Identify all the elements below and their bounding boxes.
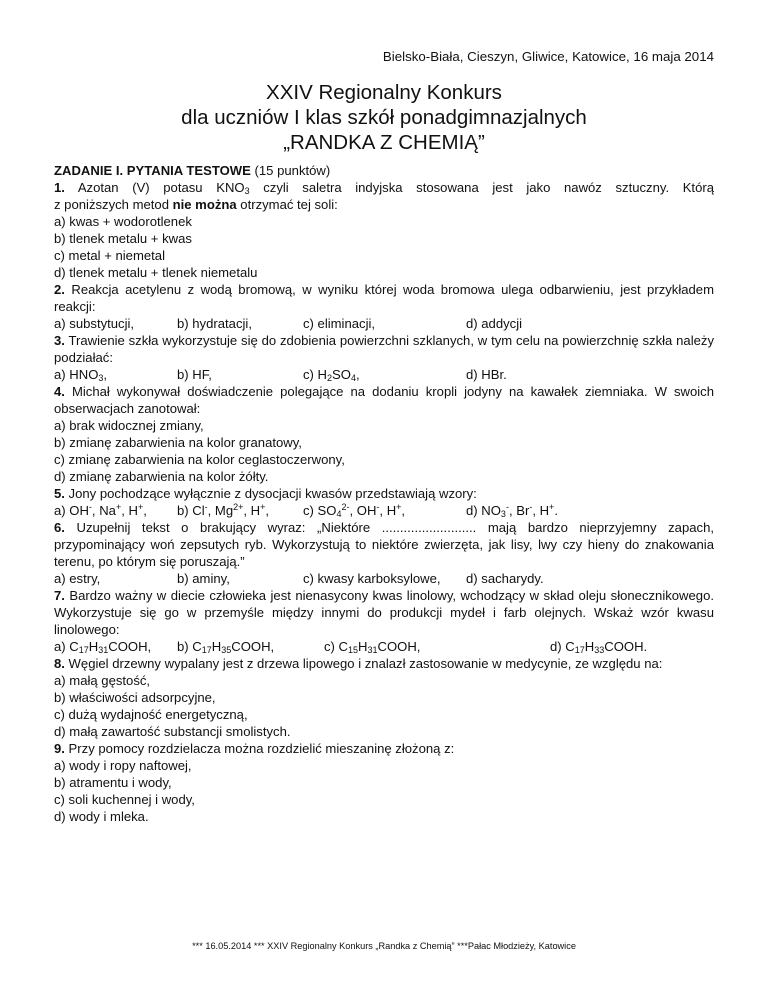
- answer-3c: c) $H_2SO_4$,: [303, 367, 360, 383]
- answer-2c: c) eliminacji,: [303, 316, 376, 331]
- answer-8d: d) małą zawartość substancji smolistych.: [54, 724, 291, 739]
- answer-7a: a) $C_{17}H_{31}COOH$,: [54, 639, 152, 655]
- answer-2b: b) hydratacji,: [177, 316, 252, 331]
- answers-2: [54, 315, 714, 332]
- answer-6d: d) sacharydy.: [466, 571, 544, 586]
- answer-1b: b) tlenek metalu + kwas: [54, 231, 192, 246]
- answer-2d: d) addycji: [466, 316, 523, 331]
- answer-8a: a) małą gęstość,: [54, 673, 151, 688]
- answer-1d: d) tlenek metalu + tlenek niemetalu: [54, 265, 258, 280]
- question-6: 6. Uzupełnij tekst o brakujący wyraz: „Niektóre .......................... mają bardzo nieprzyjemny zapach, przypominający woń zepsutych ryb. Wykorzystują to niektóre zwierzęta, jak lisy, lwy czy hieny do znakowania terenu, po którym się poruszają.”: [54, 520, 714, 569]
- question-3: 3. Trawienie szkła wykorzystuje się do zdobienia powierzchni szklanych, w tym celu na powierzchnię szkła należy podziałać:: [54, 333, 714, 365]
- question-9: 9. Przy pomocy rozdzielacza można rozdzielić mieszaninę złożoną z:: [54, 741, 455, 756]
- answer-6a: a) estry,: [54, 571, 101, 586]
- question-1-cont: z poniższych metod nie można otrzymać tej soli:: [54, 197, 338, 212]
- answers-3: [54, 366, 714, 383]
- answer-5c: c) $SO_4^{2-}$, OH-, H+,: [303, 502, 406, 519]
- answer-9b: b) atramentu i wody,: [54, 775, 172, 790]
- answer-6c: c) kwasy karboksylowe,: [303, 571, 441, 586]
- answers-6: [54, 570, 714, 587]
- page-footer: *** 16.05.2014 *** XXIV Regionalny Konkurs „Randka z Chemią” ***Pałac Młodzieży, Katowice: [192, 941, 576, 951]
- answer-3d: d) HBr.: [466, 367, 507, 382]
- place-date: Bielsko-Biała, Cieszyn, Gliwice, Katowice, 16 maja 2014: [382, 49, 714, 64]
- answer-5a: a) OH-, Na+, H+,: [54, 502, 147, 518]
- question-list: [54, 162, 714, 825]
- answer-9a: a) wody i ropy naftowej,: [54, 758, 192, 773]
- answers-5: [54, 502, 714, 519]
- answer-7d: d) $C_{17}H_{33}COOH$.: [550, 639, 648, 655]
- answer-4c: c) zmianę zabarwienia na kolor ceglastoczerwony,: [54, 452, 345, 467]
- question-2: 2. Reakcja acetylenu z wodą bromową, w wyniku której woda bromowa ulega odbarwieniu, jest przykładem reakcji:: [54, 282, 714, 314]
- question-1: 1. Azotan (V) potasu $KNO_3$ czyli saletra indyjska stosowana jest jako nawóz sztuczny. Którą: [54, 180, 714, 196]
- answer-5b: b) Cl-, $Mg^{2+}$, H+,: [177, 502, 270, 518]
- answer-9c: c) soli kuchennej i wody,: [54, 792, 195, 807]
- answer-7b: b) $C_{17}H_{35}COOH$,: [177, 639, 275, 655]
- answer-1a: a) kwas + wodorotlenek: [54, 214, 192, 229]
- answer-2a: a) substytucji,: [54, 316, 135, 331]
- answer-4b: b) zmianę zabarwienia na kolor granatowy,: [54, 435, 302, 450]
- question-7: 7. Bardzo ważny w diecie człowieka jest nienasycony kwas linolowy, wchodzący w skład oleju słonecznikowego. Wykorzystuje się go w przemyśle między innymi do produkcji mydeł i farb olejnych. Wskaż wzór kwasu linolowego:: [54, 588, 714, 637]
- answer-8c: c) dużą wydajność energetyczną,: [54, 707, 248, 722]
- answers-7: [54, 638, 714, 655]
- answer-5d: d) $NO_3^-$, Br-, H+.: [466, 502, 558, 519]
- title-line-1: XXIV Regionalny Konkurs: [266, 81, 502, 104]
- answer-3b: b) HF,: [177, 367, 212, 382]
- title-line-3: „RANDKA Z CHEMIĄ”: [283, 131, 485, 154]
- question-4: 4. Michał wykonywał doświadczenie polegające na dodaniu kropli jodyny na kawałek ziemniaka. W swoich obserwacjach zanotował:: [54, 384, 714, 416]
- answer-1c: c) metal + niemetal: [54, 248, 165, 263]
- answer-3a: a) $HNO_3$,: [54, 367, 108, 383]
- answer-4d: d) zmianę zabarwienia na kolor żółty.: [54, 469, 269, 484]
- answer-8b: b) właściwości adsorpcyjne,: [54, 690, 216, 705]
- title-line-2: dla uczniów I klas szkół ponadgimnazjalnych: [181, 106, 587, 129]
- question-5: 5. Jony pochodzące wyłącznie z dysocjacji kwasów przedstawiają wzory:: [54, 486, 477, 501]
- answer-6b: b) aminy,: [177, 571, 230, 586]
- answer-7c: c) $C_{15}H_{31}COOH$,: [324, 639, 421, 655]
- question-8: 8. Węgiel drzewny wypalany jest z drzewa lipowego i znalazł zastosowanie w medycynie, ze względu na:: [54, 656, 663, 671]
- answer-4a: a) brak widocznej zmiany,: [54, 418, 204, 433]
- answer-9d: d) wody i mleka.: [54, 809, 149, 824]
- section-heading: ZADANIE I. PYTANIA TESTOWE (15 punktów): [54, 163, 331, 178]
